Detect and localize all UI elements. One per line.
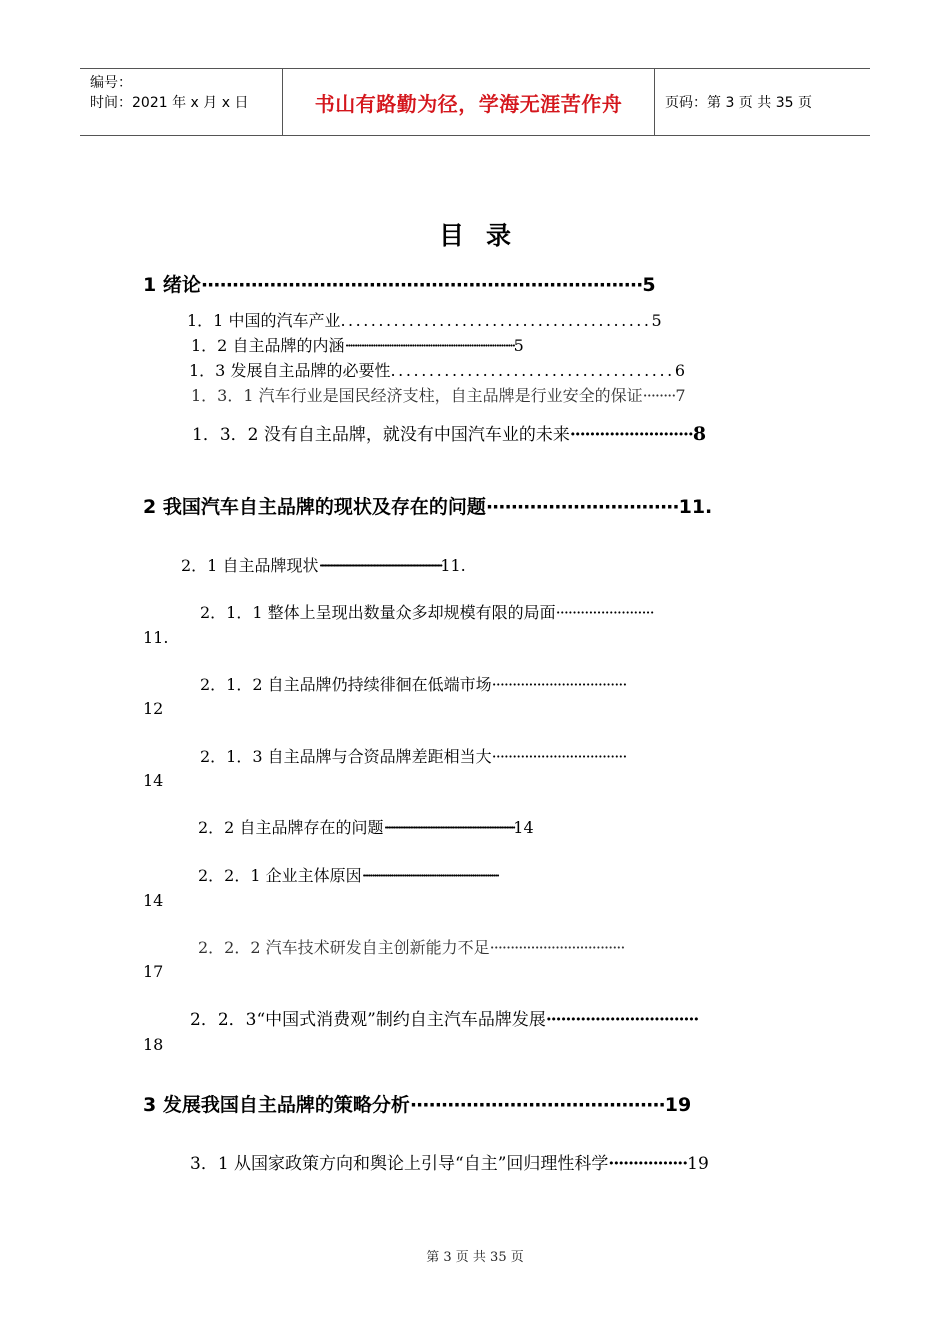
toc-entry-label: 2．2．1 企业主体原因 (198, 866, 362, 885)
toc-entry-1-1[interactable] (187, 310, 787, 332)
toc-entry-label: 3．1 从国家政策方向和舆论上引导“自主”回归理性科学 (190, 1154, 609, 1174)
toc-entry-chapter-3[interactable] (143, 1092, 805, 1118)
toc-entry-leader: ································· (491, 747, 627, 766)
toc-entry-label: 2．2 自主品牌存在的问题 (198, 818, 384, 837)
toc-entry-page: 5 (642, 274, 656, 296)
toc-entry-page: 7 (675, 386, 686, 405)
toc-entry-page: 5 (651, 311, 662, 330)
toc-entry-1-3-2[interactable] (192, 423, 804, 446)
toc-entry-label: 1．2 自主品牌的内涵 (191, 336, 345, 355)
toc-entry-2-1-1[interactable] (200, 602, 795, 624)
toc-entry-page: 12 (143, 699, 164, 718)
toc-entry-1-2[interactable] (191, 335, 791, 357)
toc-entry-leader: ················ (608, 1154, 688, 1174)
toc-title-right: 录 (486, 221, 512, 250)
toc-entry-page: 6 (674, 361, 686, 380)
toc-entry-leader: ································· (491, 675, 627, 694)
toc-entry-label: 2 我国汽车自主品牌的现状及存在的问题 (143, 496, 486, 518)
toc-entry-page: 19 (664, 1094, 692, 1116)
header-motto: 书山有路勤为径，学海无涯苦作舟 (282, 69, 655, 135)
toc-entry-label: 3 发展我国自主品牌的策略分析 (143, 1094, 410, 1116)
toc-entry-1-3[interactable] (189, 360, 789, 382)
document-time-label: 时间：2021 年 x 月 x 日 (90, 95, 249, 111)
toc-entry-page: 18 (143, 1035, 164, 1054)
toc-entry-label: 2．1．2 自主品牌仍持续徘徊在低端市场 (200, 675, 492, 694)
toc-entry-2-2[interactable] (198, 817, 808, 839)
toc-entry-leader: ·················································································· (318, 556, 441, 575)
toc-entry-leader: ································· (489, 938, 625, 957)
toc-entry-page: 11. (143, 628, 169, 647)
toc-entry-leader: ·········································································· (344, 336, 514, 355)
toc-entry-page: 5 (513, 336, 524, 355)
toc-entry-leader: ········ (642, 386, 676, 405)
toc-entry-page: 14 (513, 818, 534, 837)
header-page-info: 页码：第 3 页 共 35 页 (665, 95, 812, 111)
toc-entry-label: 2．2．3“中国式消费观”制约自主汽车品牌发展 (190, 1010, 546, 1030)
toc-entry-label: 2．1．3 自主品牌与合资品牌差距相当大 (200, 747, 492, 766)
toc-entry-page: 17 (143, 962, 164, 981)
toc-entry-page: 14 (143, 771, 164, 790)
toc-entry-3-1[interactable] (190, 1153, 802, 1175)
toc-entry-leader: ······························· (485, 496, 679, 518)
page-header (80, 68, 870, 136)
toc-entry-chapter-2[interactable] (143, 494, 805, 520)
toc-entry-label: 1．1 中国的汽车产业 (187, 311, 341, 330)
toc-entry-page: 11. (678, 496, 713, 518)
toc-entry-leader: ························ (555, 603, 654, 622)
toc-entry-leader: ························· (569, 425, 693, 445)
toc-entry-label: 1 绪论 (143, 274, 201, 296)
header-meta (80, 69, 282, 135)
toc-entry-2-1-3[interactable] (200, 746, 795, 768)
toc-entry-leader: ..................................... (390, 361, 675, 380)
toc-entry-label: 2．2．2 汽车技术研发自主创新能力不足 (198, 938, 490, 957)
toc-entry-2-2-2[interactable] (198, 937, 793, 959)
toc-entry-leader: ············································································· (383, 818, 514, 837)
toc-title-left: 目 (438, 221, 464, 250)
toc-entry-1-3-1[interactable] (191, 385, 791, 407)
toc-entry-page: 8 (692, 423, 707, 445)
toc-title (0, 216, 950, 252)
toc-entry-label: 2．1．1 整体上呈现出数量众多却规模有限的局面 (200, 603, 556, 622)
toc-entry-leader: ········································· (409, 1094, 665, 1116)
toc-entry-leader: ········································································ (361, 866, 498, 885)
toc-entry-label: 1．3 发展自主品牌的必要性 (189, 361, 391, 380)
toc-entry-2-2-3[interactable] (190, 1009, 798, 1031)
toc-entry-leader: ······································································· (200, 274, 643, 296)
toc-entry-leader: ······························· (545, 1010, 699, 1030)
page-footer: 第 3 页 共 35 页 (426, 1250, 524, 1265)
toc-entry-2-2-1[interactable] (198, 865, 793, 887)
document-number-label: 编号： (90, 75, 132, 91)
toc-entry-label: 1．3．1 汽车行业是国民经济支柱，自主品牌是行业安全的保证 (191, 386, 643, 405)
toc-entry-chapter-1[interactable] (143, 272, 805, 298)
toc-entry-2-1-2[interactable] (200, 674, 800, 696)
toc-entry-page: 19 (687, 1154, 709, 1174)
toc-entry-2-1[interactable] (181, 555, 791, 577)
toc-entry-label: 1．3．2 没有自主品牌，就没有中国汽车业的未来 (192, 425, 570, 445)
toc-entry-leader: ......................................... (340, 311, 652, 330)
toc-entry-page: 11. (440, 556, 466, 575)
toc-entry-page: 14 (143, 891, 164, 910)
toc-entry-label: 2．1 自主品牌现状 (181, 556, 319, 575)
